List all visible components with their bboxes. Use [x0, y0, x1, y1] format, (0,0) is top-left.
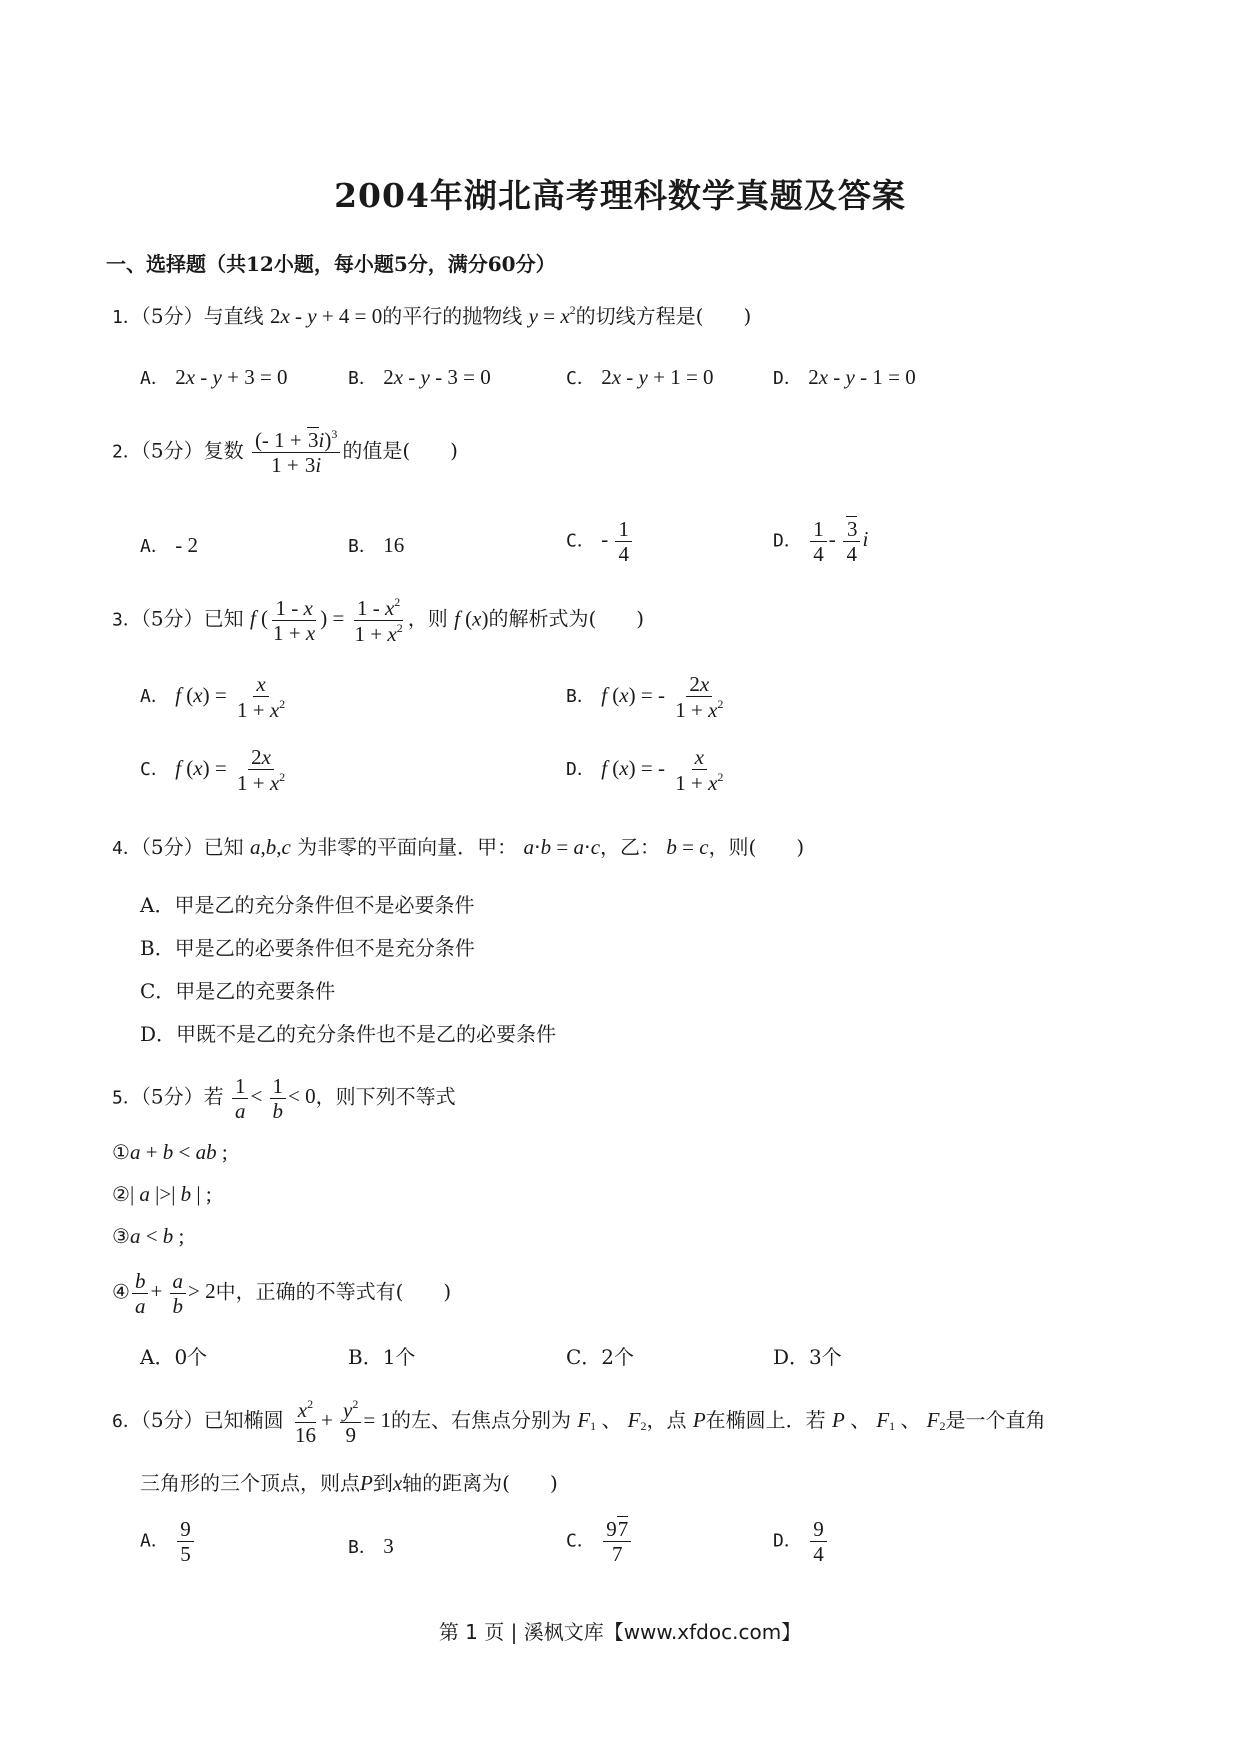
- question-text: ，则下列不等式: [315, 1084, 456, 1109]
- question-score: （5分）: [140, 1407, 204, 1432]
- option-label: D．: [773, 368, 802, 389]
- question-number: 2．: [112, 441, 141, 463]
- q1-option-c: [566, 365, 714, 390]
- option-math: $\frac{97}{7}$: [601, 1527, 633, 1551]
- page-footer: 第 1 页 | 溪枫文库【www.xfdoc.com】: [438, 1620, 802, 1644]
- option-math: 2x - y - 3 = 0: [383, 365, 491, 389]
- item-math: $\frac{b}{a}$ + $\frac{a}{b}$ > 2: [130, 1279, 216, 1303]
- option-label: B．: [348, 368, 377, 389]
- q6-option-c: [566, 1518, 633, 1565]
- option-value: 3: [383, 1534, 394, 1558]
- q3-option-d: [566, 746, 728, 794]
- question-text: 的切线方程是( ): [575, 304, 752, 328]
- option-math: $\frac{9}{4}$: [808, 1527, 829, 1551]
- item-marker: ③: [112, 1224, 130, 1248]
- question-text: 的值是( ): [342, 438, 458, 463]
- question-score: （5分）: [140, 438, 204, 463]
- option-label: C．: [140, 758, 169, 780]
- option-math: - $\frac{1}{4}$: [601, 527, 634, 551]
- option-math: $\frac{1}{4}$ - $\frac{3}{4}$ i: [808, 527, 868, 551]
- q2-option-b: [348, 533, 404, 558]
- item-math: a + b < ab ;: [129, 1140, 228, 1164]
- question-text: 为非零的平面向量．甲：: [297, 835, 518, 859]
- option-math: f (x) = $\frac{x}{1 + x^2}$: [175, 672, 286, 723]
- option-label: D．: [773, 530, 802, 552]
- question-number: 1．: [112, 307, 141, 328]
- parabola-equation: $y = x^2$: [528, 303, 576, 328]
- question-text: 的平行的抛物线: [382, 304, 523, 328]
- option-label: C．: [566, 1530, 595, 1552]
- question-text: 的解析式为( ): [488, 606, 645, 631]
- option-label: D．: [566, 758, 595, 780]
- option-label: D．: [773, 1530, 802, 1552]
- option-math: 2x - y - 1 = 0: [808, 365, 916, 389]
- inequality: $\frac{1}{a}$ < $\frac{1}{b}$ < 0: [230, 1084, 316, 1108]
- q5-item-2: [112, 1182, 212, 1207]
- question-4: 4．（5分）已知 a,b,c 为非零的平面向量．甲： a⋅b = a⋅c，乙： b = c，则( ): [112, 835, 805, 859]
- question-text: 若: [203, 1084, 224, 1109]
- q2-option-c: [566, 518, 634, 565]
- option-label: B．: [348, 1537, 377, 1558]
- item-marker: ①: [112, 1140, 130, 1164]
- question-text: 已知: [203, 606, 244, 631]
- q2-option-a: [140, 533, 198, 558]
- q6-option-a: [140, 1518, 196, 1565]
- q5-option-d: D．3个: [773, 1345, 842, 1369]
- option-math: 2x - y + 1 = 0: [601, 365, 714, 389]
- question-text: 与直线: [203, 304, 264, 328]
- point-p: P: [692, 1407, 706, 1432]
- option-label: C．: [566, 368, 595, 389]
- question-1: [112, 303, 751, 329]
- option-label: B．: [566, 685, 595, 707]
- question-number: 5．: [112, 1087, 141, 1109]
- q2-option-d: [773, 518, 868, 565]
- q4-option-b: B．甲是乙的必要条件但不是充分条件: [140, 936, 475, 960]
- option-label: B．: [348, 536, 377, 557]
- option-label: A．: [140, 1530, 169, 1552]
- question-score: （5分）: [140, 304, 204, 328]
- item-math: a < b ;: [129, 1224, 185, 1248]
- option-math: f (x) = $\frac{2x}{1 + x^2}$: [175, 745, 286, 796]
- q5-option-c: C．2个: [566, 1345, 635, 1369]
- option-math: 2x - y + 3 = 0: [175, 365, 288, 389]
- question-score: （5分）: [140, 606, 204, 631]
- question-3: [112, 596, 644, 645]
- option-math: f (x) = - $\frac{2x}{1 + x^2}$: [601, 672, 724, 723]
- vector-symbols: a: [249, 835, 261, 859]
- option-math: $\frac{9}{5}$: [175, 1527, 196, 1551]
- q1-option-a: [140, 365, 288, 390]
- option-math: f (x) = - $\frac{x}{1 + x^2}$: [601, 745, 724, 796]
- question-5: [112, 1075, 456, 1122]
- q3-option-b: [566, 673, 728, 721]
- point-p: P: [360, 1471, 373, 1495]
- question-text: 是一个直角: [945, 1407, 1046, 1432]
- question-text: ，点: [646, 1407, 687, 1432]
- option-label: A．: [140, 536, 169, 557]
- question-text: 已知: [203, 835, 244, 859]
- question-text: 的左、右焦点分别为: [390, 1407, 571, 1432]
- question-6: [112, 1398, 1046, 1446]
- question-score: （5分）: [140, 835, 204, 859]
- question-2: [112, 428, 458, 476]
- option-label: A．: [140, 368, 169, 389]
- item-marker: ④: [112, 1279, 130, 1304]
- question-number: 6．: [112, 1410, 141, 1432]
- question-text: ，则( ): [708, 835, 805, 859]
- question-text: ，乙：: [600, 835, 661, 859]
- condition-yi: b = c: [666, 835, 709, 859]
- q5-item-1: [112, 1140, 228, 1165]
- question-text: 中，正确的不等式有( ): [215, 1279, 452, 1304]
- page-title: 2004年湖北高考理科数学真题及答案: [334, 176, 906, 215]
- function-symbol: f (x): [454, 606, 489, 631]
- question-text: 三角形的三个顶点，则点: [140, 1471, 360, 1495]
- question-text: 到: [372, 1471, 393, 1495]
- question-text: ，则: [407, 606, 448, 631]
- section-heading: 一、选择题（共12小题，每小题5分，满分60分）: [106, 252, 556, 276]
- q5-item-4: [112, 1270, 451, 1317]
- q3-option-a: [140, 673, 290, 721]
- q3-option-c: [140, 746, 290, 794]
- q1-option-d: [773, 365, 916, 390]
- question-score: （5分）: [140, 1084, 204, 1109]
- question-text: 在椭圆上．若: [705, 1407, 826, 1432]
- option-label: C．: [566, 530, 595, 552]
- option-value: - 2: [175, 533, 198, 557]
- q4-option-d: D．甲既不是乙的充分条件也不是乙的必要条件: [140, 1022, 557, 1046]
- q5-option-a: A．0个: [140, 1345, 208, 1369]
- option-value: 16: [383, 533, 405, 557]
- question-6-line-2: [140, 1471, 558, 1496]
- q4-option-a: A．甲是乙的充分条件但不是必要条件: [140, 893, 475, 917]
- q5-item-3: [112, 1224, 184, 1249]
- item-math: | a |>| b | ;: [129, 1182, 212, 1206]
- q6-option-d: [773, 1518, 829, 1565]
- option-label: A．: [140, 685, 169, 707]
- item-marker: ②: [112, 1182, 130, 1206]
- condition-jia: a⋅b = a⋅c: [523, 835, 601, 859]
- question-text: 轴的距离为( ): [402, 1471, 558, 1495]
- q6-option-b: [348, 1534, 394, 1559]
- complex-fraction: $\frac{(- 1 + 3i)^3}{1 + 3i}$: [252, 428, 340, 476]
- triangle-vertices: P 、 $F_1$ 、 $F_2$: [832, 1407, 946, 1433]
- function-equation: f ( $\frac{1 - x}{1 + x}$ ) = $\frac{1 - x^2}{1 + x^2}$: [249, 595, 403, 647]
- foci-symbols: $F_1$ 、 $F_2$: [577, 1407, 647, 1433]
- q1-option-b: [348, 365, 491, 390]
- line-equation: 2x - y + 4 = 0: [269, 304, 383, 328]
- q5-option-b: B．1个: [348, 1345, 416, 1369]
- axis-x: x: [392, 1471, 403, 1495]
- question-number: 3．: [112, 609, 141, 631]
- ellipse-equation: $\frac{x^2}{16}$ + $\frac{y^2}{9}$ = 1: [294, 1397, 391, 1448]
- question-text: 已知椭圆: [203, 1407, 284, 1432]
- q4-option-c: C．甲是乙的充要条件: [140, 979, 336, 1003]
- question-number: 4．: [112, 838, 141, 859]
- question-text: 复数: [203, 438, 244, 463]
